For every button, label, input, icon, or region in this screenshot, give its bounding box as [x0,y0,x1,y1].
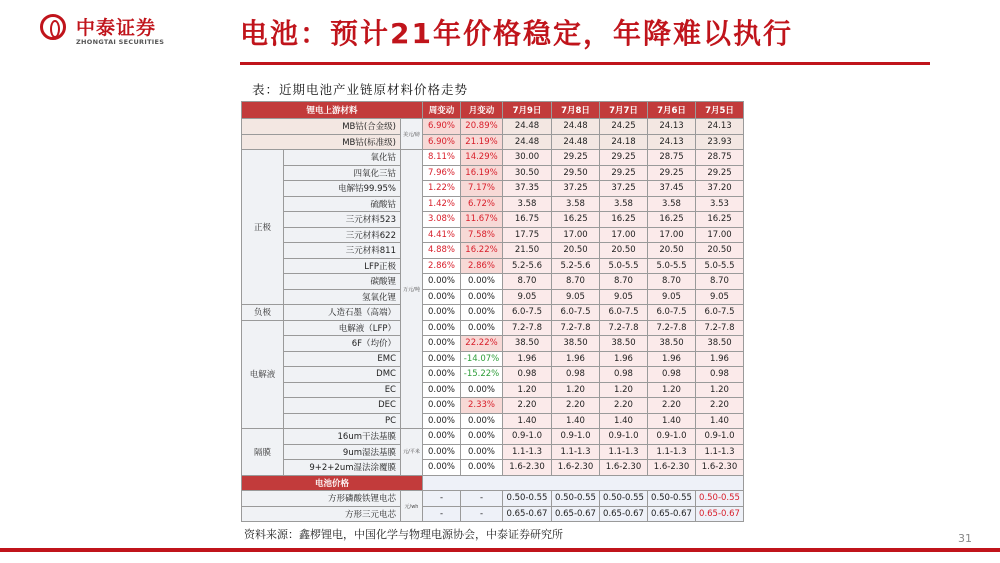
price-cell: 0.9-1.0 [600,429,648,445]
price-cell: 0.50-0.55 [696,491,744,507]
price-cell: 24.48 [552,134,600,150]
price-cell: 1.40 [552,413,600,429]
week-change-cell: 4.88% [423,243,461,259]
price-cell: 2.20 [552,398,600,414]
price-cell: 1.6-2.30 [696,460,744,476]
table-row [242,444,744,460]
price-cell: 5.2-5.6 [503,258,552,274]
price-cell: 37.25 [552,181,600,197]
table-row [242,382,744,398]
price-cell: 0.98 [600,367,648,383]
price-cell: 1.96 [696,351,744,367]
item-cell: EC [284,382,401,398]
price-cell: 5.2-5.6 [552,258,600,274]
price-cell: 1.1-1.3 [503,444,552,460]
price-cell: 0.50-0.55 [600,491,648,507]
table-row [242,119,744,135]
table-row [242,274,744,290]
category-cell: 负极 [242,305,284,321]
price-cell: 1.20 [600,382,648,398]
week-change-cell: 4.41% [423,227,461,243]
price-cell: 6.0-7.5 [696,305,744,321]
price-cell: 3.58 [600,196,648,212]
item-cell: 硫酸钴 [284,196,401,212]
item-cell: 方形三元电芯 [242,506,401,522]
week-change-cell: 6.90% [423,119,461,135]
price-cell: 37.35 [503,181,552,197]
week-change-cell: 0.00% [423,382,461,398]
price-cell: 29.25 [552,150,600,166]
table-caption: 表：近期电池产业链原材料价格走势 [252,82,469,97]
price-cell: 3.58 [503,196,552,212]
month-change-cell: 6.72% [461,196,503,212]
price-cell: 0.98 [648,367,696,383]
price-cell: 9.05 [552,289,600,305]
price-cell: 8.70 [696,274,744,290]
week-change-cell: 2.86% [423,258,461,274]
header-cell: 7月8日 [552,102,600,119]
price-cell: 17.00 [696,227,744,243]
month-change-cell: 11.67% [461,212,503,228]
table-row [242,413,744,429]
price-cell: 0.65-0.67 [503,506,552,522]
week-change-cell: 0.00% [423,289,461,305]
table-row [242,212,744,228]
table-row [242,367,744,383]
month-change-cell: 0.00% [461,320,503,336]
price-cell: 7.2-7.8 [696,320,744,336]
price-cell: 5.0-5.5 [600,258,648,274]
category-cell: 隔膜 [242,429,284,476]
item-cell: 9um湿法基膜 [284,444,401,460]
price-cell: 29.50 [552,165,600,181]
month-change-cell: 2.86% [461,258,503,274]
price-cell: 24.48 [503,119,552,135]
item-cell: PC [284,413,401,429]
price-cell: 28.75 [696,150,744,166]
month-change-cell: 21.19% [461,134,503,150]
price-cell: 3.58 [552,196,600,212]
price-cell: 24.48 [503,134,552,150]
price-cell: 1.96 [552,351,600,367]
item-cell: DMC [284,367,401,383]
table-row [242,305,744,321]
item-cell: 电解液（LFP） [284,320,401,336]
price-cell: 7.2-7.8 [648,320,696,336]
category-cell: 正极 [242,150,284,305]
item-cell: 16um干法基膜 [284,429,401,445]
price-cell: 8.70 [552,274,600,290]
price-cell: 6.0-7.5 [552,305,600,321]
price-cell: 0.50-0.55 [552,491,600,507]
price-cell: 9.05 [648,289,696,305]
logo-name-en: ZHONGTAI SECURITIES [76,38,165,46]
price-cell: 29.25 [600,150,648,166]
price-cell: 1.96 [600,351,648,367]
month-change-cell: 0.00% [461,382,503,398]
price-cell: 0.65-0.67 [552,506,600,522]
price-cell: 24.18 [600,134,648,150]
table-row [242,336,744,352]
month-change-cell: 0.00% [461,305,503,321]
item-cell: 三元材料811 [284,243,401,259]
week-change-cell: 1.22% [423,181,461,197]
price-cell: 9.05 [600,289,648,305]
week-change-cell: 0.00% [423,413,461,429]
price-cell: 2.20 [600,398,648,414]
price-cell: 29.25 [600,165,648,181]
price-cell: 8.70 [600,274,648,290]
price-cell: 1.20 [503,382,552,398]
table-row [242,506,744,522]
header-cell: 7月7日 [600,102,648,119]
price-cell: 0.65-0.67 [648,506,696,522]
price-cell: 17.75 [503,227,552,243]
price-cell: 20.50 [552,243,600,259]
price-cell: 20.50 [600,243,648,259]
battery-section-row [242,475,744,491]
price-cell: 0.50-0.55 [648,491,696,507]
header-cell: 锂电上游材料 [242,102,423,119]
price-cell: 6.0-7.5 [503,305,552,321]
price-cell: 16.25 [648,212,696,228]
blank-cell [423,475,744,491]
title-underline [240,62,930,65]
month-change-cell: 0.00% [461,274,503,290]
table-row [242,258,744,274]
price-cell: 0.9-1.0 [696,429,744,445]
price-cell: 30.50 [503,165,552,181]
battery-section-header: 电池价格 [242,475,423,491]
table-row [242,429,744,445]
price-table [241,101,744,522]
price-cell: 9.05 [696,289,744,305]
price-cell: 3.58 [648,196,696,212]
price-cell: 1.40 [696,413,744,429]
item-cell: EMC [284,351,401,367]
month-change-cell: 16.22% [461,243,503,259]
item-cell: LFP正极 [284,258,401,274]
price-cell: 0.98 [696,367,744,383]
item-cell: MB钴(标准级) [242,134,401,150]
price-cell: 1.96 [503,351,552,367]
table-row [242,351,744,367]
price-cell: 16.25 [696,212,744,228]
price-cell: 7.2-7.8 [600,320,648,336]
logo-name-cn: 中泰证券 [76,17,157,39]
price-cell: 5.0-5.5 [696,258,744,274]
week-change-cell: 0.00% [423,320,461,336]
price-cell: 7.2-7.8 [503,320,552,336]
table-row [242,134,744,150]
price-cell: 1.40 [648,413,696,429]
price-cell: 37.20 [696,181,744,197]
week-change-cell: 1.42% [423,196,461,212]
unit-cell: 元/wh [401,491,423,522]
week-change-cell: - [423,491,461,507]
header-cell: 周变动 [423,102,461,119]
price-cell: 24.25 [600,119,648,135]
week-change-cell: 0.00% [423,398,461,414]
source-note: 资料来源：鑫椤锂电，中国化学与物理电源协会，中泰证券研究所 [244,528,563,541]
month-change-cell: 16.19% [461,165,503,181]
table-row [242,150,744,166]
price-cell: 1.20 [552,382,600,398]
slide-title: 电池：预计21年价格稳定，年降难以执行 [240,17,793,50]
price-cell: 38.50 [696,336,744,352]
price-cell: 1.96 [648,351,696,367]
price-cell: 8.70 [648,274,696,290]
week-change-cell: - [423,506,461,522]
price-cell: 9.05 [503,289,552,305]
month-change-cell: 7.58% [461,227,503,243]
unit-cell: 万元/吨 [401,150,423,429]
price-cell: 23.93 [696,134,744,150]
header-cell: 7月6日 [648,102,696,119]
week-change-cell: 0.00% [423,460,461,476]
price-cell: 37.45 [648,181,696,197]
price-cell: 2.20 [696,398,744,414]
price-cell: 38.50 [552,336,600,352]
month-change-cell: 14.29% [461,150,503,166]
week-change-cell: 0.00% [423,336,461,352]
price-cell: 30.00 [503,150,552,166]
month-change-cell: -15.22% [461,367,503,383]
month-change-cell: 0.00% [461,460,503,476]
week-change-cell: 0.00% [423,351,461,367]
price-cell: 0.98 [552,367,600,383]
table-row [242,196,744,212]
price-cell: 20.50 [648,243,696,259]
price-cell: 1.1-1.3 [696,444,744,460]
price-cell: 24.13 [648,134,696,150]
item-cell: 氢氧化锂 [284,289,401,305]
month-change-cell: 0.00% [461,413,503,429]
unit-cell: 美元/磅 [401,119,423,150]
table-header-row [242,102,744,119]
month-change-cell: 0.00% [461,444,503,460]
price-cell: 1.6-2.30 [600,460,648,476]
table-row [242,320,744,336]
price-cell: 8.70 [503,274,552,290]
header-cell: 7月5日 [696,102,744,119]
price-cell: 0.9-1.0 [648,429,696,445]
month-change-cell: - [461,506,503,522]
category-cell: 电解液 [242,320,284,429]
price-cell: 21.50 [503,243,552,259]
price-cell: 1.1-1.3 [648,444,696,460]
price-cell: 1.1-1.3 [552,444,600,460]
price-cell: 16.25 [552,212,600,228]
item-cell: 三元材料523 [284,212,401,228]
table-row [242,398,744,414]
price-cell: 7.2-7.8 [552,320,600,336]
table-row [242,243,744,259]
item-cell: 9+2+2um湿法涂覆膜 [284,460,401,476]
price-cell: 20.50 [696,243,744,259]
header-cell: 7月9日 [503,102,552,119]
item-cell: 氧化钴 [284,150,401,166]
price-cell: 24.13 [696,119,744,135]
month-change-cell: 2.33% [461,398,503,414]
price-cell: 16.25 [600,212,648,228]
bottom-bar [0,548,1000,552]
page-number: 31 [958,532,972,545]
item-cell: 6F（均价） [284,336,401,352]
item-cell: 电解钴99.95% [284,181,401,197]
week-change-cell: 0.00% [423,305,461,321]
month-change-cell: 20.89% [461,119,503,135]
week-change-cell: 6.90% [423,134,461,150]
price-cell: 2.20 [648,398,696,414]
price-cell: 38.50 [503,336,552,352]
price-cell: 1.40 [503,413,552,429]
price-cell: 6.0-7.5 [648,305,696,321]
price-cell: 5.0-5.5 [648,258,696,274]
item-cell: DEC [284,398,401,414]
table-row [242,491,744,507]
item-cell: 三元材料622 [284,227,401,243]
price-cell: 1.20 [648,382,696,398]
logo-mark-icon [40,14,66,40]
item-cell: 碳酸锂 [284,274,401,290]
price-cell: 17.00 [552,227,600,243]
price-cell: 0.9-1.0 [503,429,552,445]
month-change-cell: 0.00% [461,289,503,305]
price-cell: 0.65-0.67 [600,506,648,522]
week-change-cell: 7.96% [423,165,461,181]
price-cell: 24.48 [552,119,600,135]
price-cell: 17.00 [648,227,696,243]
price-cell: 24.13 [648,119,696,135]
price-cell: 29.25 [696,165,744,181]
price-cell: 1.6-2.30 [648,460,696,476]
price-cell: 3.53 [696,196,744,212]
week-change-cell: 0.00% [423,429,461,445]
price-cell: 0.65-0.67 [696,506,744,522]
item-cell: 四氧化三钴 [284,165,401,181]
price-cell: 1.20 [696,382,744,398]
price-table-body [242,102,744,522]
header-cell: 月变动 [461,102,503,119]
price-cell: 37.25 [600,181,648,197]
price-cell: 28.75 [648,150,696,166]
price-cell: 2.20 [503,398,552,414]
week-change-cell: 0.00% [423,274,461,290]
month-change-cell: -14.07% [461,351,503,367]
price-cell: 0.50-0.55 [503,491,552,507]
price-cell: 17.00 [600,227,648,243]
table-row [242,227,744,243]
month-change-cell: 7.17% [461,181,503,197]
table-row [242,460,744,476]
price-cell: 38.50 [600,336,648,352]
week-change-cell: 0.00% [423,367,461,383]
price-cell: 0.98 [503,367,552,383]
price-cell: 0.9-1.0 [552,429,600,445]
price-cell: 1.6-2.30 [503,460,552,476]
price-cell: 1.40 [600,413,648,429]
price-cell: 16.75 [503,212,552,228]
month-change-cell: - [461,491,503,507]
item-cell: 人造石墨（高端） [284,305,401,321]
week-change-cell: 0.00% [423,444,461,460]
item-cell: MB钴(合金级) [242,119,401,135]
price-cell: 6.0-7.5 [600,305,648,321]
item-cell: 方形磷酸铁锂电芯 [242,491,401,507]
week-change-cell: 3.08% [423,212,461,228]
month-change-cell: 22.22% [461,336,503,352]
unit-cell: 元/平米 [401,429,423,476]
table-row [242,165,744,181]
table-row [242,181,744,197]
company-logo [40,14,190,46]
price-cell: 38.50 [648,336,696,352]
price-cell: 1.6-2.30 [552,460,600,476]
week-change-cell: 8.11% [423,150,461,166]
price-cell: 1.1-1.3 [600,444,648,460]
table-row [242,289,744,305]
price-cell: 29.25 [648,165,696,181]
month-change-cell: 0.00% [461,429,503,445]
